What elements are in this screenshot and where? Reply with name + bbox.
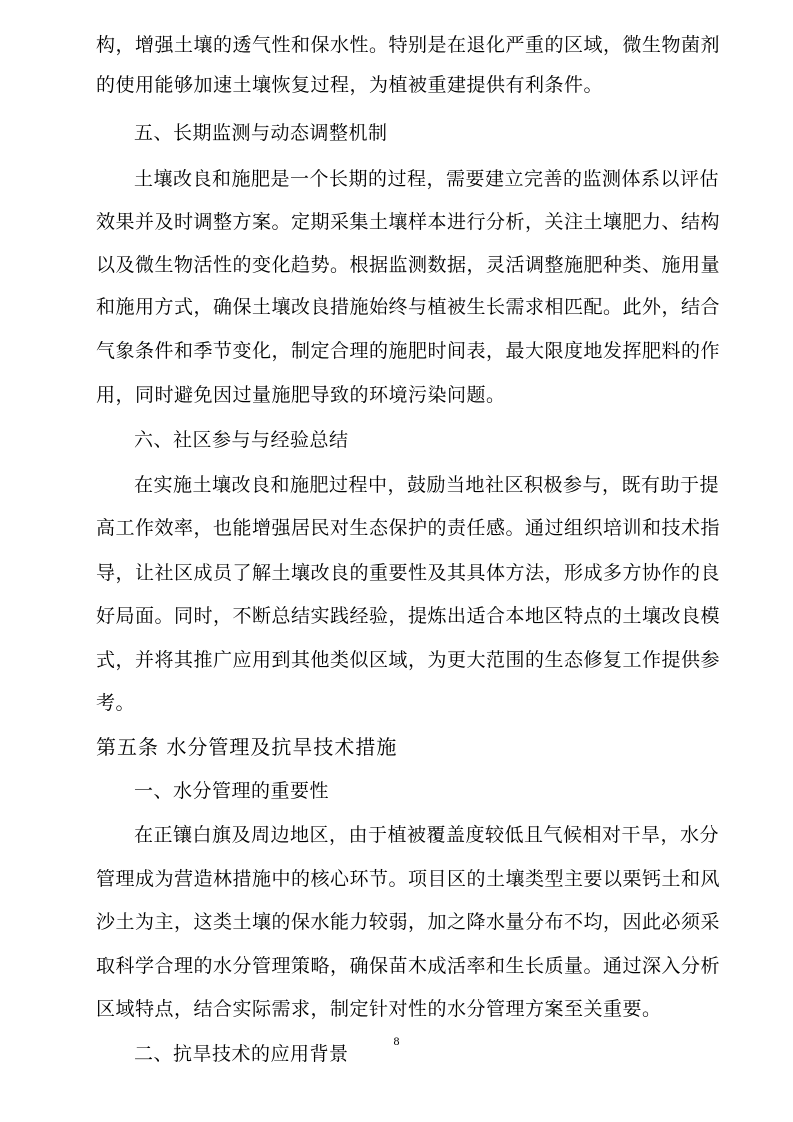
paragraph-line: 管理成为营造林措施中的核心环节。项目区的土壤类型主要以栗钙土和风	[96, 868, 721, 890]
paragraph-line: 式，并将其推广应用到其他类似区域，为更大范围的生态修复工作提供参	[96, 649, 721, 671]
paragraph-line: 以及微生物活性的变化趋势。根据监测数据，灵活调整施肥种类、施用量	[96, 254, 721, 276]
paragraph-line: 效果并及时调整方案。定期采集土壤样本进行分析，关注土壤肥力、结构	[96, 211, 721, 233]
section-heading: 一、水分管理的重要性	[134, 780, 330, 802]
page-number: 8	[393, 1034, 400, 1048]
paragraph-line: 好局面。同时，不断总结实践经验，提炼出适合本地区特点的土壤改良模	[96, 605, 721, 627]
paragraph-line: 导，让社区成员了解土壤改良的重要性及其具体方法，形成多方协作的良	[96, 562, 721, 584]
section-heading: 六、社区参与与经验总结	[134, 429, 349, 451]
paragraph-line: 在正镶白旗及周边地区，由于植被覆盖度较低且气候相对干旱，水分	[134, 824, 720, 846]
section-heading: 五、长期监测与动态调整机制	[134, 122, 388, 144]
paragraph-line: 沙土为主，这类土壤的保水能力较弱，加之降水量分布不均，因此必须采	[96, 911, 721, 933]
paragraph-line: 高工作效率，也能增强居民对生态保护的责任感。通过组织培训和技术指	[96, 517, 721, 539]
article-title: 第五条 水分管理及抗旱技术措施	[96, 735, 398, 759]
paragraph-line: 在实施土壤改良和施肥过程中，鼓励当地社区积极参与，既有助于提	[134, 474, 720, 496]
paragraph-line: 考。	[96, 692, 136, 714]
paragraph-line: 用，同时避免因过量施肥导致的环境污染问题。	[96, 384, 506, 406]
paragraph-line: 构，增强土壤的透气性和保水性。特别是在退化严重的区域，微生物菌剂	[96, 34, 721, 56]
section-heading: 二、抗旱技术的应用背景	[134, 1043, 349, 1065]
paragraph-line: 区域特点，结合实际需求，制定针对性的水分管理方案至关重要。	[96, 998, 662, 1020]
paragraph-line: 和施用方式，确保土壤改良措施始终与植被生长需求相匹配。此外，结合	[96, 296, 721, 318]
paragraph-line: 取科学合理的水分管理策略，确保苗木成活率和生长质量。通过深入分析	[96, 955, 721, 977]
paragraph-line: 土壤改良和施肥是一个长期的过程，需要建立完善的监测体系以评估	[134, 168, 720, 190]
paragraph-line: 气象条件和季节变化，制定合理的施肥时间表，最大限度地发挥肥料的作	[96, 340, 721, 362]
paragraph-line: 的使用能够加速土壤恢复过程，为植被重建提供有利条件。	[96, 74, 604, 96]
